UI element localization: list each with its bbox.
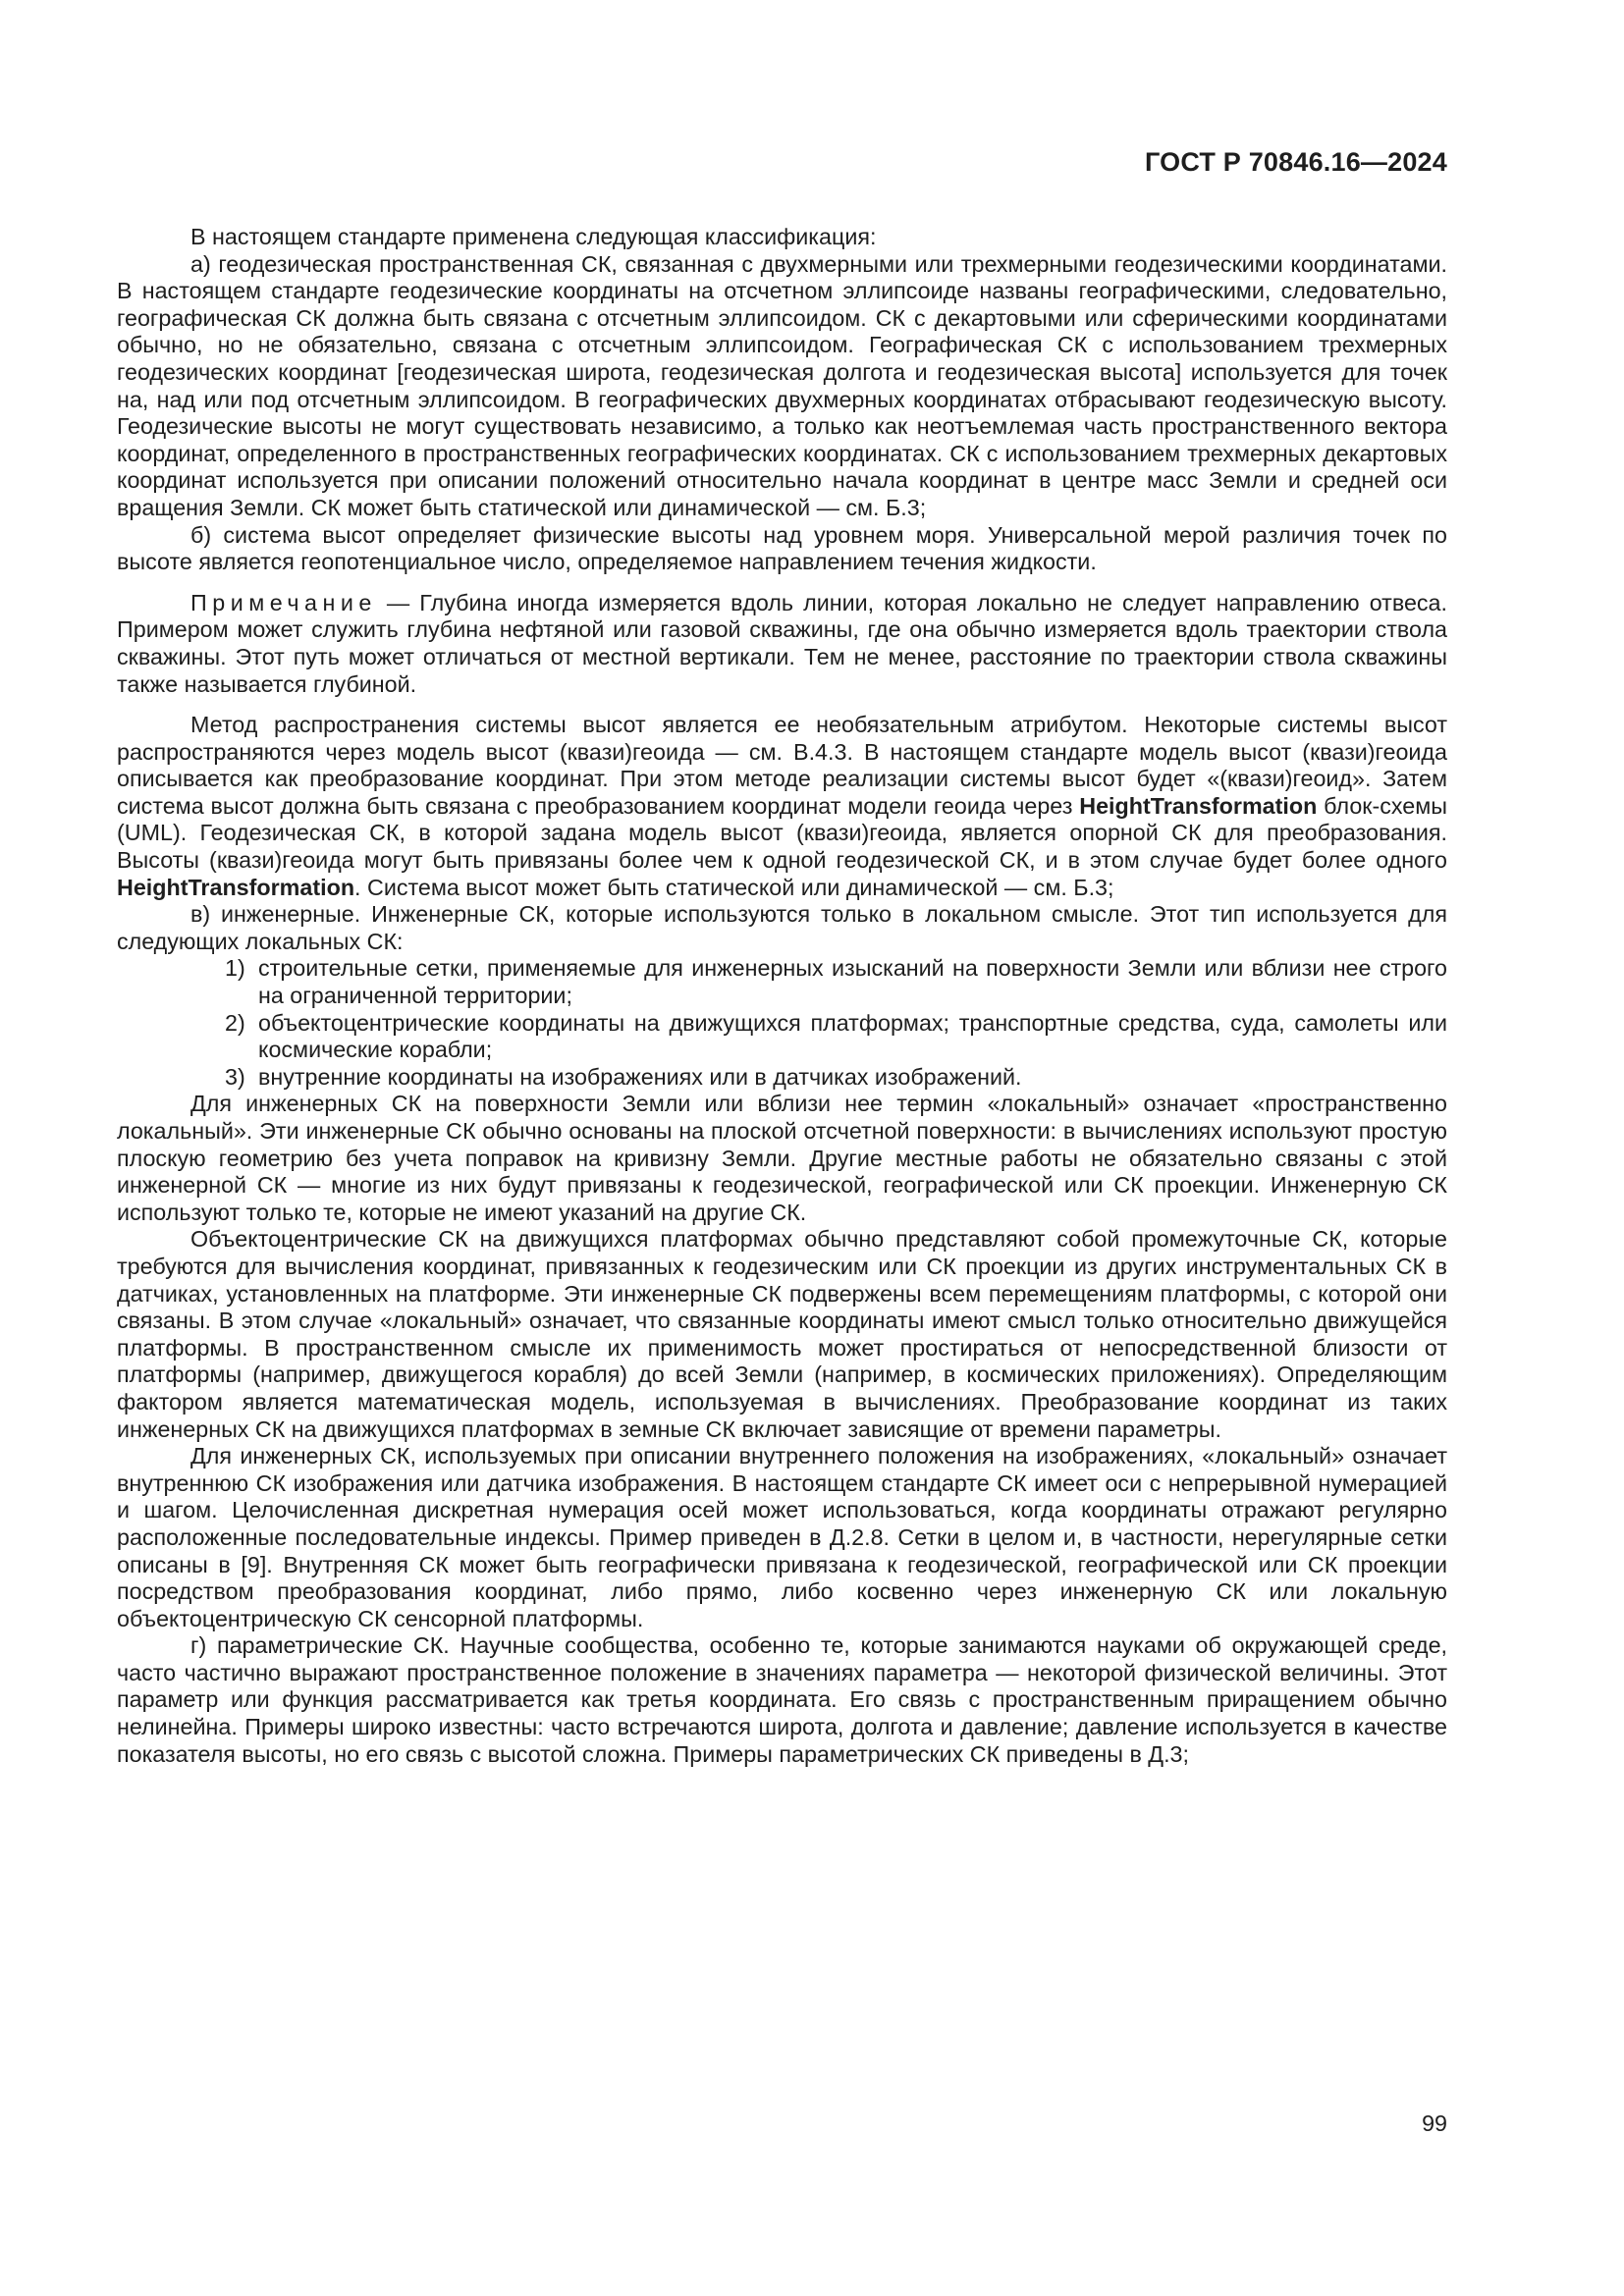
height-method-text-1: Метод распространения системы высот является ее необязательным атрибутом. Некоторые системы высот распространяются через модель высот (квази)геоида — см. В.4.3. В настоящем стандарте модель высот (квази)геоида описывается как преобразование координат. При этом методе реализации системы высот будет «(квази)геоид». Затем система высот должна быть связана с преобразованием координат модели геоида через — [117, 712, 1447, 819]
note-label: Примечание — [190, 589, 377, 615]
paragraph-item-g: г) параметрические СК. Научные сообщества, особенно те, которые занимаются науками об окружающей среде, часто частично выражают пространственное положение в значениях параметра — некоторой физической величины. Этот параметр или функция рассматривается как третья координата. Его связь с пространственным приращением обычно нелинейна. Примеры широко известны: часто встречаются широта, долгота и давление; давление используется в качестве показателя высоты, но его связь с высотой сложна. Примеры параметрических СК приведены в Д.3; — [117, 1632, 1447, 1767]
paragraph-image-internal: Для инженерных СК, используемых при описании внутреннего положения на изображениях, «локальный» означает внутреннюю СК изображения или датчика изображения. В настоящем стандарте СК имеет оси с непрерывной нумерацией и шагом. Целочисленная дискретная нумерация осей может использоваться, когда координаты отражают регулярно расположенные последовательные индексы. Пример приведен в Д.2.8. Сетки в целом и, в частности, нерегулярные сетки описаны в [9]. Внутренняя СК может быть географически привязана к геодезической, географической или СК проекции посредством преобразования координат, либо прямо, либо косвенно через инженерную СК или локальную объектоцентрическую СК сенсорной платформы. — [117, 1443, 1447, 1631]
height-method-text-2: блок-схемы (UML). Геодезическая СК, в которой задана модель высот (квази)геоида, является опорной СК для преобразования. Высоты (квази)геоида могут быть привязаны более чем к одной геодезической СК, и в этом случае будет более одного — [117, 792, 1447, 874]
paragraph-item-v: в) инженерные. Инженерные СК, которые используются только в локальном смысле. Этот тип используется для следующих локальных СК: — [117, 901, 1447, 954]
note-text: — Глубина иногда измеряется вдоль линии, которая локально не следует направлению отвеса. Примером может служить глубина нефтяной или газовой скважины, где она обычно измеряется вдоль траектории ствола скважины. Этот путь может отличаться от местной вертикали. Тем не менее, расстояние по траектории ствола скважины также называется глубиной. — [117, 589, 1447, 697]
paragraph-intro: В настоящем стандарте применена следующая классификация: — [190, 224, 877, 249]
document-body — [117, 224, 1447, 1768]
list-item-text: объектоцентрические координаты на движущихся платформах; транспортные средства, суда, самолеты или космические корабли; — [258, 1009, 1447, 1063]
page-number: 99 — [1422, 2110, 1447, 2136]
list-item-text: строительные сетки, применяемые для инженерных изысканий на поверхности Земли или вблизи нее строго на ограниченной территории; — [258, 955, 1447, 1009]
paragraph-item-b: б) система высот определяет физические высоты над уровнем моря. Универсальной мерой различия точек по высоте является геопотенциальное число, определяемое направлением течения жидкости. — [117, 521, 1447, 575]
list-item-number: 3) — [225, 1063, 245, 1090]
paragraph-object-centric: Объектоцентрические СК на движущихся платформах обычно представляют собой промежуточные СК, которые требуются для вычисления координат, привязанных к геодезическим или СК проекции из других инструментальных СК в датчиках, установленных на платформе. Эти инженерные СК подвержены всем перемещениям платформы, с которой они связаны. В этом случае «локальный» означает, что связанные координаты имеют смысл только относительно движущейся платформы. В пространственном смысле их применимость может простираться от непосредственной близости от платформы (например, движущегося корабля) до всей Земли (например, в космических приложениях). Определяющим фактором является математическая модель, используемая в вычислениях. Преобразование координат из таких инженерных СК на движущихся платформах в земные СК включает зависящие от времени параметры. — [117, 1226, 1447, 1442]
standard-code-header: ГОСТ Р 70846.16—2024 — [1145, 147, 1447, 177]
paragraph-height-method — [117, 712, 1447, 901]
height-transformation-term-1: HeightTransformation — [1079, 792, 1318, 819]
list-item-number: 1) — [225, 955, 245, 982]
height-transformation-term-2: HeightTransformation — [117, 874, 355, 900]
paragraph-engineering-surface: Для инженерных СК на поверхности Земли или вблизи нее термин «локальный» означает «пространственно локальный». Эти инженерные СК обычно основаны на плоской отсчетной поверхности: в вычислениях используют простую плоскую геометрию без учета поправок на кривизну Земли. Другие местные работы не обязательно связаны с этой инженерной СК — многие из них будут привязаны к геодезической, географической или СК проекции. Инженерную СК используют только те, которые не имеют указаний на другие СК. — [117, 1091, 1447, 1225]
list-item — [117, 955, 1447, 1009]
list-item-number: 2) — [225, 1009, 245, 1036]
list-item-text: внутренние координаты на изображениях или в датчиках изображений. — [258, 1063, 1022, 1090]
paragraph-item-a: а) геодезическая пространственная СК, связанная с двухмерными или трехмерными геодезическими координатами. В настоящем стандарте геодезические координаты на отсчетном эллипсоиде названы географическими, следовательно, географическая СК должна быть связана с отсчетным эллипсоидом. СК с декартовыми или сферическими координатами обычно, но не обязательно, связана с отсчетным эллипсоидом. Географическая СК с использованием трехмерных геодезических координат [геодезическая широта, геодезическая долгота и геодезическая высота] используется для точек на, над или под отсчетным эллипсоидом. В географических двухмерных координатах отбрасывают геодезическую высоту. Геодезические высоты не могут существовать независимо, а только как неотъемлемая часть пространственного вектора координат, определенного в пространственных географических координатах. СК с использованием трехмерных декартовых координат используется при описании положений относительно начала координат в центре масс Земли и средней оси вращения Земли. СК может быть статической или динамической — см. Б.3; — [117, 250, 1447, 520]
list-item — [117, 1010, 1447, 1064]
document-page — [117, 147, 1447, 2169]
height-method-text-3: . Система высот может быть статической или динамической — см. Б.3; — [354, 874, 1114, 900]
note-paragraph — [117, 590, 1447, 698]
list-item — [117, 1064, 1447, 1092]
